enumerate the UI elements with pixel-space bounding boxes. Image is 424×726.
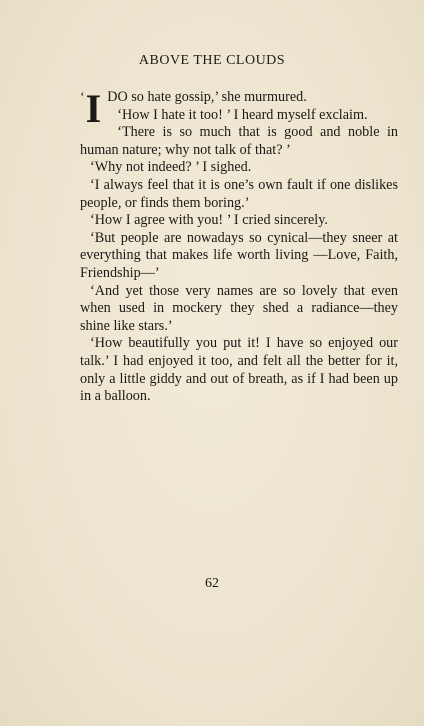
paragraph: ‘How I hate it too! ’ I heard myself exclaim. (117, 106, 368, 123)
paragraph: ‘How beautifully you put it! I have so enjoyed our talk.’ I had enjoyed it too, and felt all the better for it, only a little giddy and out of breath, as if I had been up in a balloon. (80, 335, 398, 405)
body-text (80, 86, 398, 406)
drop-cap: I (85, 86, 102, 131)
paragraph: ‘Why not indeed? ’ I sighed. (90, 159, 252, 176)
paragraph: ‘And yet those very names are so lovely that even when used in mockery they shed a radiance—they shine like stars.’ (80, 282, 398, 334)
paragraph: ‘I always feel that it is one’s own fault if one dislikes people, or finds them boring.’ (80, 176, 398, 211)
paragraph: ‘But people are nowadays so cynical—they sneer at everything that makes life worth living —Love, Faith, Friendship—’ (80, 229, 398, 281)
page-number: 62 (205, 576, 219, 591)
opening-quote-mark: ‘ (80, 90, 85, 105)
running-head: ABOVE THE CLOUDS (138, 53, 286, 68)
paragraph-text: DO so hate gossip,’ she murmured. (107, 89, 307, 105)
paragraph: ‘There is so much that is good and noble in human nature; why not talk of that? ’ (80, 124, 398, 158)
paragraph: ‘How I agree with you! ’ I cried sincerely. (90, 212, 328, 229)
